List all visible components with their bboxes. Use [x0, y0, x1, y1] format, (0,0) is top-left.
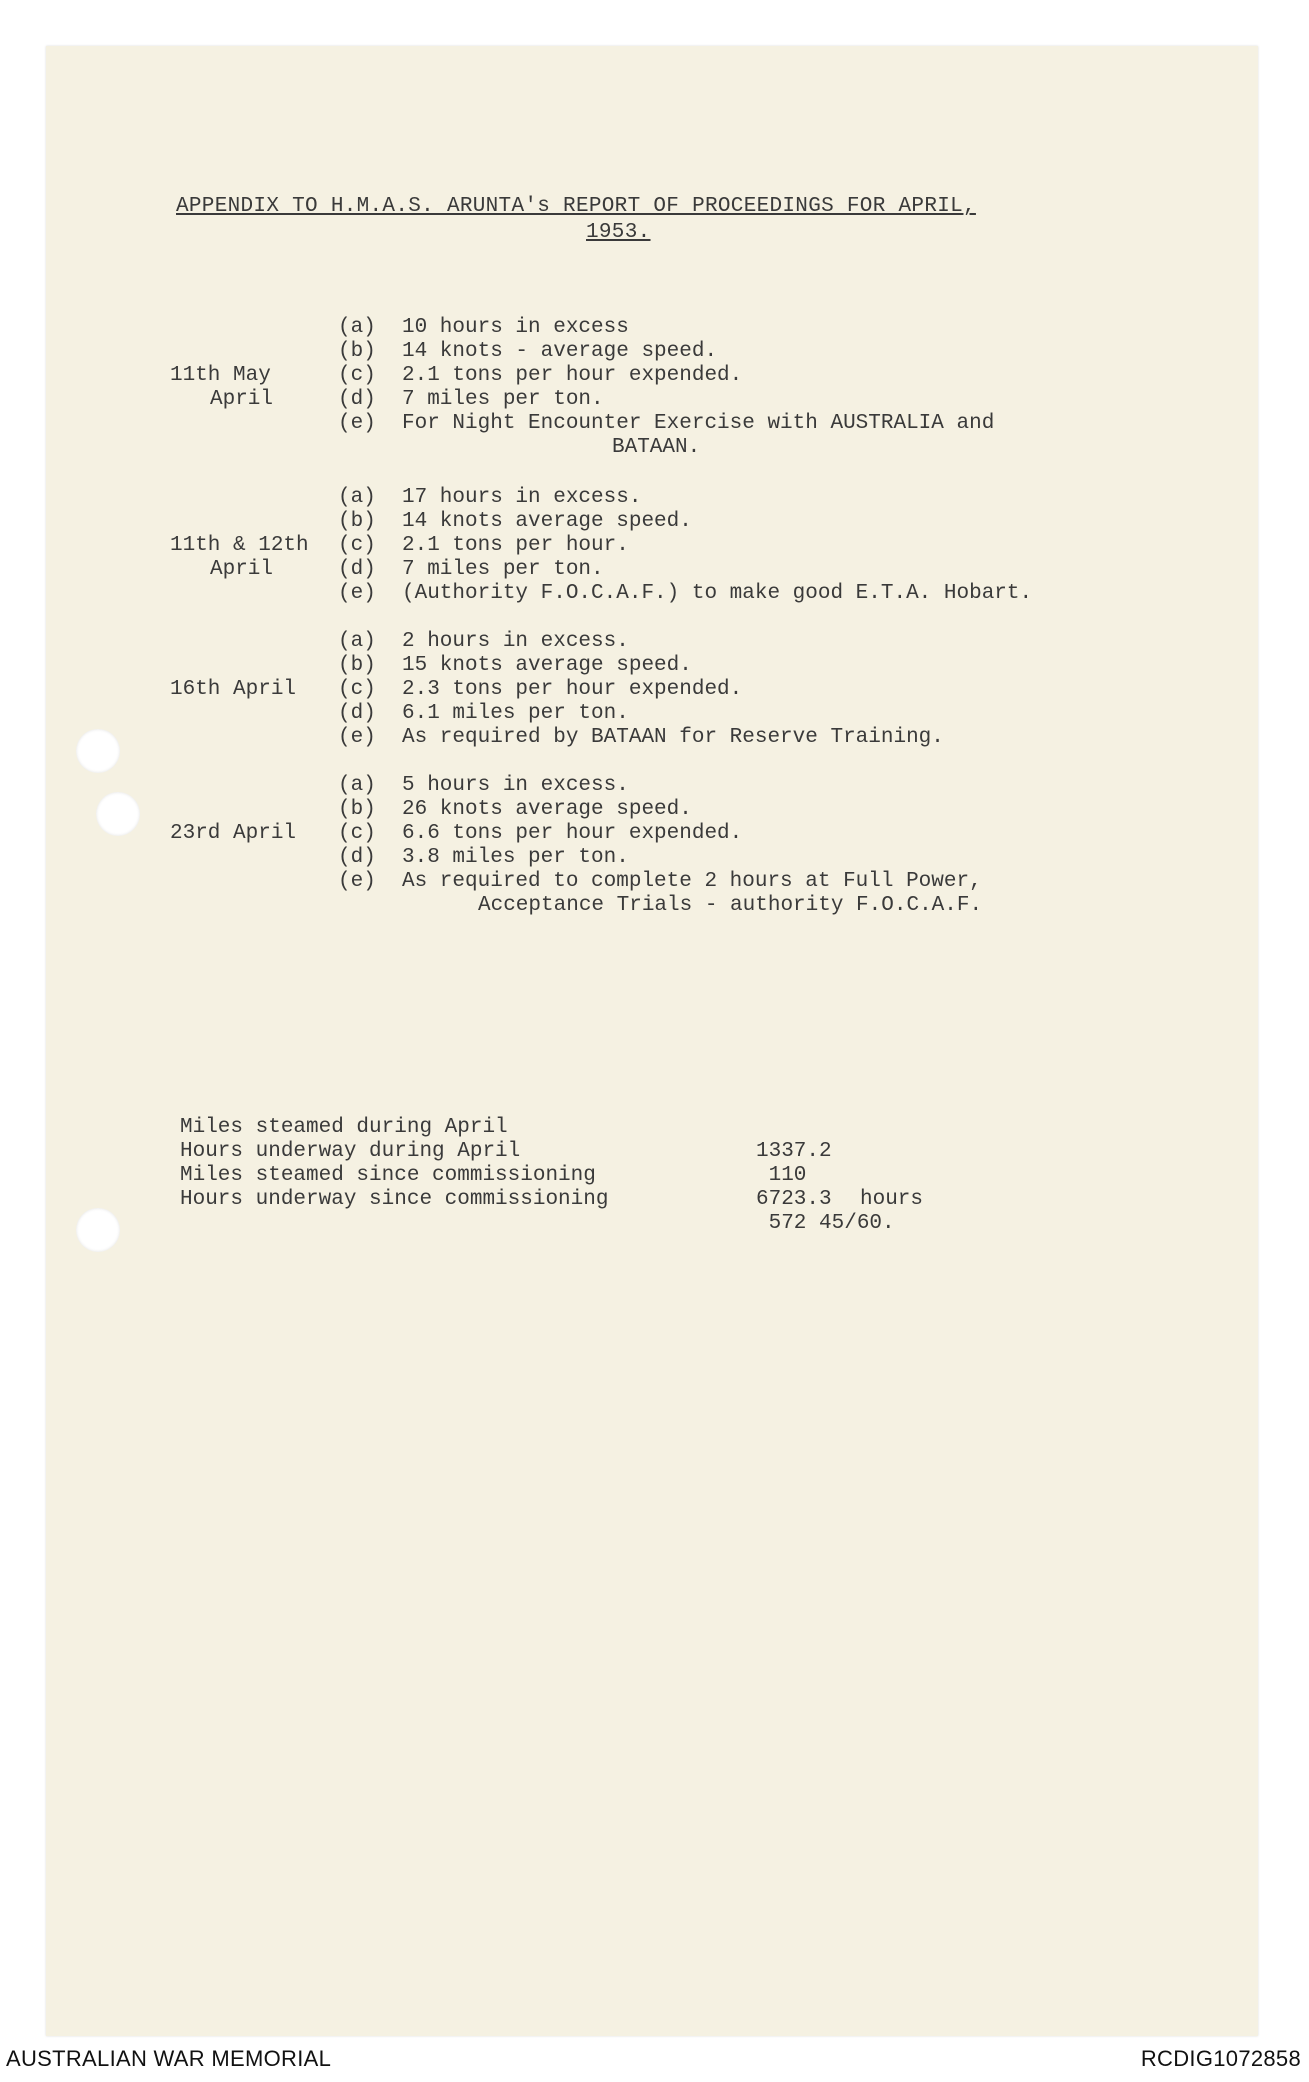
title-year: 1953. — [586, 221, 651, 244]
item-letter: (d) — [338, 702, 376, 725]
footer-institution: AUSTRALIAN WAR MEMORIAL — [6, 2046, 332, 2071]
item-letter: (a) — [338, 774, 376, 797]
summary-label: Hours underway during April — [180, 1140, 521, 1163]
entry-date-line-1: 11th & 12th — [170, 534, 309, 557]
item-letter: (e) — [338, 726, 376, 749]
item-text-continuation: BATAAN. — [612, 436, 701, 459]
footer-reference-id: RCDIG1072858 — [1140, 2046, 1301, 2071]
item-text: 10 hours in excess — [402, 316, 629, 339]
summary-label: Hours underway since commissioning — [180, 1188, 609, 1211]
summary-label: Miles steamed since commissioning — [180, 1164, 596, 1187]
punch-hole — [96, 792, 140, 836]
item-lines — [402, 774, 982, 918]
item-text: 3.8 miles per ton. — [402, 846, 629, 869]
item-letter: (c) — [338, 678, 376, 701]
summary-value: 1337.2 — [756, 1140, 832, 1163]
item-lines — [402, 316, 994, 460]
entry-date — [170, 534, 340, 582]
punch-hole — [76, 1208, 120, 1252]
item-text: 2 hours in excess. — [402, 630, 629, 653]
item-letter: (a) — [338, 630, 376, 653]
item-letters — [338, 630, 376, 750]
item-text: 2.1 tons per hour expended. — [402, 364, 743, 387]
item-text: 6.6 tons per hour expended. — [402, 822, 743, 845]
title-line-2 — [586, 220, 1176, 246]
item-text: 6.1 miles per ton. — [402, 702, 629, 725]
item-letter: (a) — [338, 486, 376, 509]
item-letter: (c) — [338, 534, 376, 557]
item-text: 14 knots average speed. — [402, 510, 692, 533]
item-text: 17 hours in excess. — [402, 486, 642, 509]
item-letter: (a) — [338, 316, 376, 339]
item-letter: (c) — [338, 822, 376, 845]
entry-date-line-1: 11th May — [170, 364, 271, 387]
item-lines — [402, 630, 944, 750]
entry-date — [170, 678, 340, 702]
entry-date — [170, 822, 340, 846]
item-text: 15 knots average speed. — [402, 654, 692, 677]
summary-table — [180, 1092, 1080, 1235]
item-text-continuation: Acceptance Trials - authority F.O.C.A.F. — [478, 894, 983, 917]
item-letter: (d) — [338, 388, 376, 411]
summary-unit: hours — [860, 1188, 924, 1211]
item-text: 5 hours in excess. — [402, 774, 629, 797]
item-text: For Night Encounter Exercise with AUSTRALIA and — [402, 412, 995, 435]
item-text: 7 miles per ton. — [402, 558, 604, 581]
item-letter: (d) — [338, 846, 376, 869]
item-text: 2.3 tons per hour expended. — [402, 678, 743, 701]
summary-value: 572 45/60. — [756, 1212, 895, 1235]
summary-value: 110 — [756, 1164, 807, 1187]
entry-date-line-2: April — [210, 388, 274, 411]
item-text: 26 knots average speed. — [402, 798, 692, 821]
item-text: (Authority F.O.C.A.F.) to make good E.T.A. Hobart. — [402, 582, 1033, 605]
entry-date-line-1: 16th April — [170, 678, 297, 701]
item-letter: (e) — [338, 582, 376, 605]
document-title — [176, 194, 1176, 246]
item-text: 2.1 tons per hour. — [402, 534, 629, 557]
entry-date-line-2: April — [210, 558, 274, 581]
title-line-1: APPENDIX TO H.M.A.S. ARUNTA's REPORT OF PROCEEDINGS FOR APRIL, — [176, 195, 976, 218]
item-text: As required by BATAAN for Reserve Training. — [402, 726, 944, 749]
item-text: 14 knots - average speed. — [402, 340, 718, 363]
item-letter: (b) — [338, 654, 376, 677]
item-letter: (d) — [338, 558, 376, 581]
item-letters — [338, 774, 376, 894]
entry-date — [170, 364, 340, 412]
punch-hole — [76, 729, 120, 773]
entry-date-line-1: 23rd April — [170, 822, 297, 845]
item-letters — [338, 316, 376, 436]
summary-label: Miles steamed during April — [180, 1116, 508, 1139]
item-text: As required to complete 2 hours at Full Power, — [402, 870, 982, 893]
item-letters — [338, 486, 376, 606]
item-lines — [402, 486, 1032, 606]
item-letter: (c) — [338, 364, 376, 387]
item-letter: (b) — [338, 798, 376, 821]
item-letter: (e) — [338, 870, 376, 893]
item-letter: (b) — [338, 340, 376, 363]
item-letter: (b) — [338, 510, 376, 533]
item-letter: (e) — [338, 412, 376, 435]
item-text: 7 miles per ton. — [402, 388, 604, 411]
summary-value: 6723.3 — [756, 1188, 832, 1211]
